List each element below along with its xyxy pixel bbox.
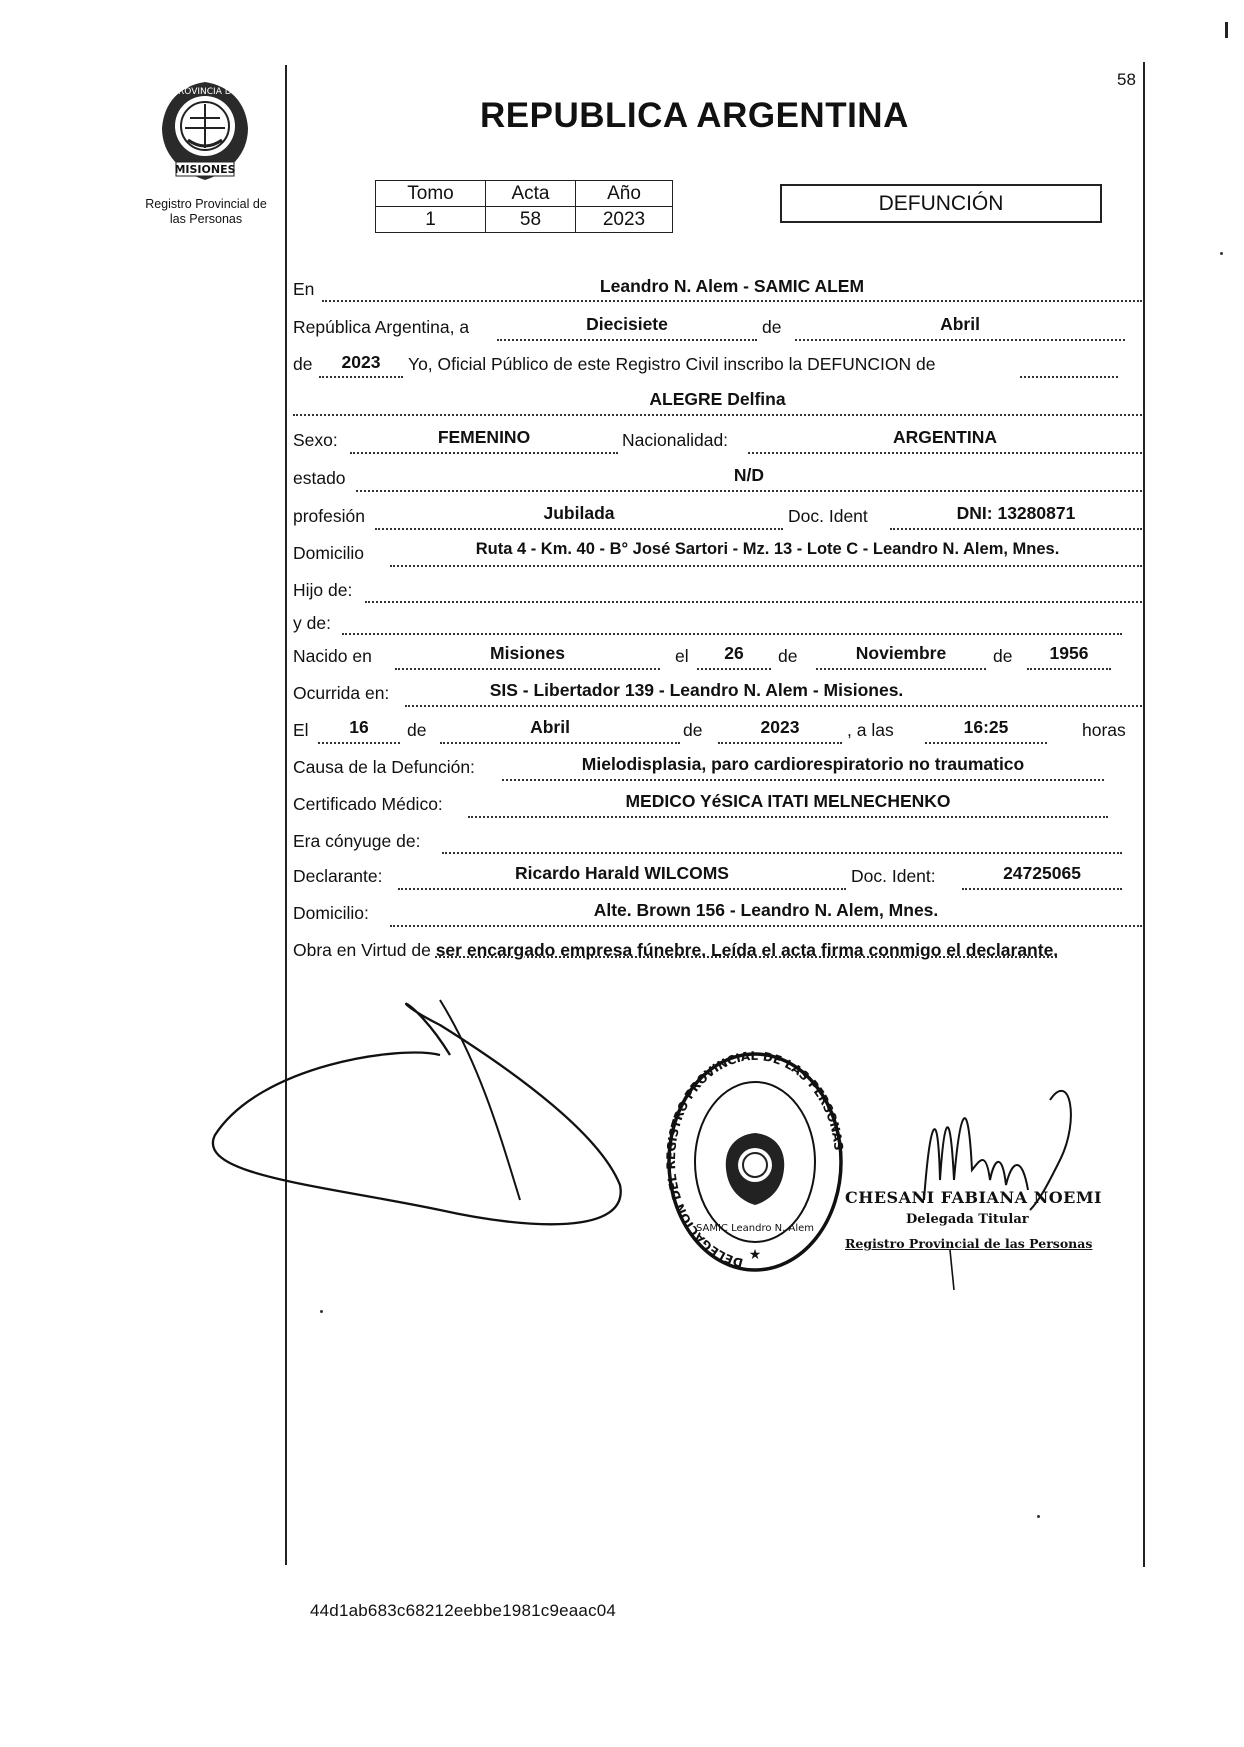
month-dots xyxy=(795,339,1125,341)
year-value: 2023 xyxy=(341,352,381,372)
birth-day-dots xyxy=(697,668,771,670)
death-month: Abril xyxy=(530,717,570,737)
conyuge-label: Era cónyuge de: xyxy=(293,831,421,851)
scan-edge-mark xyxy=(1225,22,1228,38)
stamp-inner-text: SAMIC Leandro N. Alem xyxy=(695,1223,815,1234)
estado-dots xyxy=(356,490,1142,492)
doc-ident-label: Doc. Ident xyxy=(788,506,868,526)
birth-day: 26 xyxy=(724,643,744,663)
death-day: 16 xyxy=(349,717,369,737)
nacido-dots xyxy=(395,668,660,670)
domicilio-label: Domicilio xyxy=(293,543,364,563)
scan-speck xyxy=(320,1310,323,1313)
yde-dots xyxy=(342,633,1122,635)
nacido-label: Nacido en xyxy=(293,646,372,666)
declarante-doc-label: Doc. Ident: xyxy=(851,866,936,886)
birth-de1-label: de xyxy=(778,646,798,666)
yde-label: y de: xyxy=(293,613,331,633)
ocurrida-value: SIS - Libertador 139 - Leandro N. Alem - Misiones. xyxy=(489,680,904,700)
domicilio2-label: Domicilio: xyxy=(293,903,369,923)
official-signature xyxy=(910,1060,1110,1290)
acta-header: Acta xyxy=(486,181,576,207)
profesion-value: Jubilada xyxy=(543,503,615,523)
official-role: Delegada Titular xyxy=(906,1212,1029,1227)
causa-value: Mielodisplasia, paro cardiorespiratorio no traumatico xyxy=(581,754,1025,774)
death-de1-label: de xyxy=(407,720,427,740)
page-title: REPUBLICA ARGENTINA xyxy=(480,96,909,135)
domicilio2-dots xyxy=(390,925,1142,927)
death-year-dots xyxy=(718,742,842,744)
sexo-value: FEMENINO xyxy=(437,427,531,447)
en-dots xyxy=(322,300,1142,302)
birth-de2-label: de xyxy=(993,646,1013,666)
deceased-name: ALEGRE Delfina xyxy=(649,389,786,409)
estado-label: estado xyxy=(293,468,346,488)
a-las-label: , a las xyxy=(847,720,894,740)
obra-label: Obra en Virtud de xyxy=(293,940,431,960)
doc-ident-value: DNI: 13280871 xyxy=(956,503,1076,523)
registry-label-line1: Registro Provincial de xyxy=(145,197,267,211)
document-hash: 44d1ab683c68212eebbe1981c9eaac04 xyxy=(310,1601,617,1620)
tomo-value: 1 xyxy=(376,207,486,233)
svg-text:PROVINCIA DE: PROVINCIA DE xyxy=(172,87,238,97)
republica-label: República Argentina, a xyxy=(293,317,470,337)
registry-label-line2: las Personas xyxy=(169,212,243,226)
hijo-dots xyxy=(365,601,1142,603)
obra-value: ser encargado empresa fúnebre. Leída el acta firma conmigo el declarante. xyxy=(435,940,1059,960)
domicilio2-value: Alte. Brown 156 - Leandro N. Alem, Mnes. xyxy=(593,900,939,920)
sexo-dots xyxy=(350,452,618,454)
death-time: 16:25 xyxy=(963,717,1009,737)
declarante-label: Declarante: xyxy=(293,866,383,886)
province-emblem xyxy=(150,78,260,188)
birth-month: Noviembre xyxy=(855,643,947,663)
death-time-dots xyxy=(925,742,1047,744)
anio-header: Año xyxy=(576,181,673,207)
causa-dots xyxy=(502,779,1104,781)
nacionalidad-dots xyxy=(748,452,1142,454)
day-words: Diecisiete xyxy=(586,314,668,334)
intro-dots xyxy=(1020,376,1118,378)
estado-value: N/D xyxy=(733,465,765,485)
obra-paragraph xyxy=(293,937,1145,964)
name-dots xyxy=(293,414,1142,416)
death-day-dots xyxy=(318,742,400,744)
declarante-value: Ricardo Harald WILCOMS xyxy=(515,863,729,883)
death-month-dots xyxy=(440,742,680,744)
record-id-value-row xyxy=(376,207,673,233)
profesion-dots xyxy=(375,528,783,530)
domicilio-dots xyxy=(390,565,1142,567)
registry-label xyxy=(120,197,292,227)
nacionalidad-label: Nacionalidad: xyxy=(622,430,729,450)
en-value: Leandro N. Alem - SAMIC ALEM xyxy=(599,276,865,296)
birth-month-dots xyxy=(816,668,986,670)
horas-label: horas xyxy=(1082,720,1126,740)
causa-label: Causa de la Defunción: xyxy=(293,757,475,777)
hijo-label: Hijo de: xyxy=(293,580,353,600)
year-dots xyxy=(319,376,403,378)
nacido-value: Misiones xyxy=(490,643,565,663)
birth-year-dots xyxy=(1027,668,1111,670)
en-label: En xyxy=(293,279,315,299)
official-stamp xyxy=(660,1045,850,1280)
el2-label: El xyxy=(293,720,309,740)
nacionalidad-value: ARGENTINA xyxy=(892,427,998,447)
official-name: CHESANI FABIANA NOEMI xyxy=(845,1188,1103,1207)
scan-speck xyxy=(1220,252,1223,255)
right-margin-rule xyxy=(1143,62,1145,1567)
death-de2-label: de xyxy=(683,720,703,740)
anio-value: 2023 xyxy=(576,207,673,233)
stamp-ring-text: DELEGACION DEL REGISTRO PROVINCIAL DE LAS PERSONAS xyxy=(663,1048,846,1270)
doc-ident-dots xyxy=(890,528,1142,530)
declarant-signature xyxy=(200,985,660,1285)
el-label: el xyxy=(675,646,689,666)
month-value: Abril xyxy=(940,314,980,334)
year-prefix-label: de xyxy=(293,354,313,374)
death-year: 2023 xyxy=(760,717,800,737)
record-type-box: DEFUNCIÓN xyxy=(780,184,1102,223)
birth-year: 1956 xyxy=(1049,643,1089,663)
declarante-doc-value: 24725065 xyxy=(1003,863,1081,883)
declarante-doc-dots xyxy=(962,888,1122,890)
certificado-label: Certificado Médico: xyxy=(293,794,443,814)
certificado-value: MEDICO YéSICA ITATI MELNECHENKO xyxy=(625,791,951,811)
ocurrida-label: Ocurrida en: xyxy=(293,683,390,703)
official-office: Registro Provincial de las Personas xyxy=(845,1236,1093,1251)
certificado-dots xyxy=(468,816,1108,818)
sexo-label: Sexo: xyxy=(293,430,338,450)
scan-speck xyxy=(1037,1515,1040,1518)
svg-text:★: ★ xyxy=(748,1246,762,1262)
acta-value: 58 xyxy=(486,207,576,233)
declarante-dots xyxy=(398,888,846,890)
tomo-header: Tomo xyxy=(376,181,486,207)
conyuge-dots xyxy=(442,852,1122,854)
intro-text: Yo, Oficial Público de este Registro Civil inscribo la DEFUNCION de xyxy=(408,354,936,374)
record-id-header-row xyxy=(376,181,673,207)
page-number: 58 xyxy=(1117,70,1136,89)
domicilio-value: Ruta 4 - Km. 40 - B° José Sartori - Mz. 13 - Lote C - Leandro N. Alem, Mnes. xyxy=(475,540,1060,558)
profesion-label: profesión xyxy=(293,506,365,526)
ocurrida-dots xyxy=(405,705,1142,707)
day-dots xyxy=(497,339,757,341)
record-id-table xyxy=(375,180,673,233)
emblem-text: MISIONES xyxy=(174,163,236,176)
de-label: de xyxy=(762,317,782,337)
left-margin-rule xyxy=(285,65,287,1565)
